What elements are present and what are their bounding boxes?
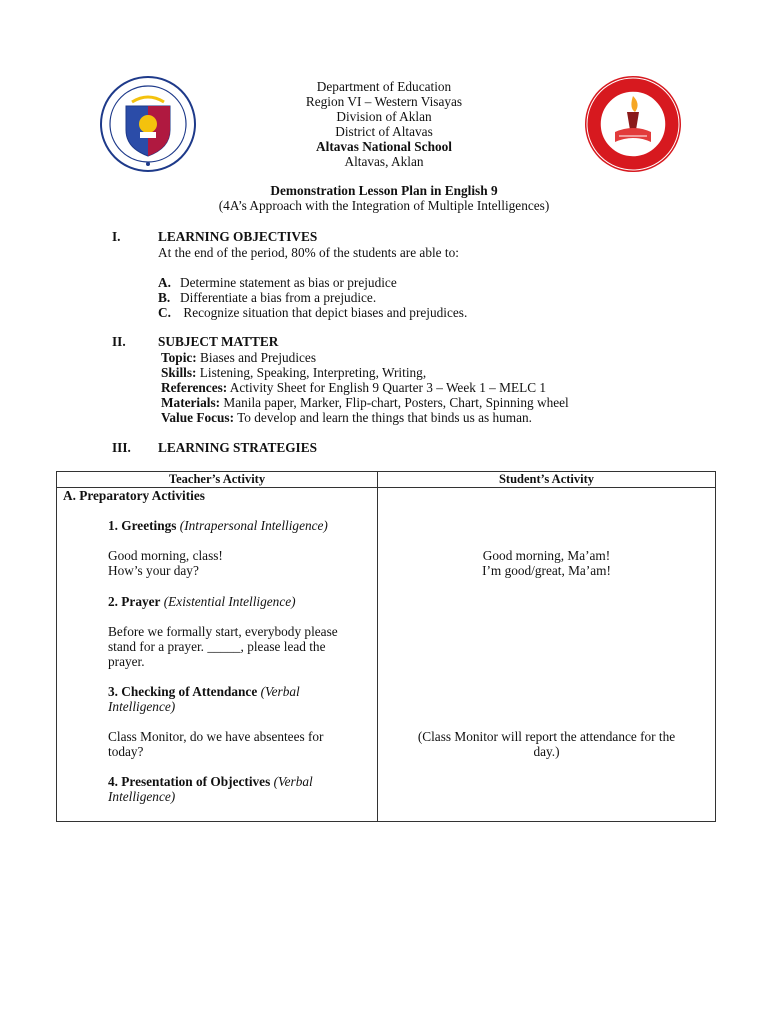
objective-letter: A. xyxy=(158,275,171,290)
prayer-line: stand for a prayer. _____, please lead the xyxy=(108,639,326,654)
objectives-intro: At the end of the period, 80% of the students are able to: xyxy=(158,245,459,260)
attendance-intelligence: Intelligence) xyxy=(108,699,176,714)
table-row xyxy=(57,488,716,822)
field-value: Biases and Prejudices xyxy=(196,350,316,365)
objectives-presentation-intelligence: Intelligence) xyxy=(108,789,176,804)
greetings-title: 1. Greetings xyxy=(108,518,177,533)
objective-item xyxy=(158,290,376,306)
student-activity-cell xyxy=(378,488,716,822)
attendance-line: Class Monitor, do we have absentees for xyxy=(108,729,324,744)
field-value: Manila paper, Marker, Flip-chart, Posters, Chart, Spinning wheel xyxy=(220,395,569,410)
field-value: Activity Sheet for English 9 Quarter 3 – Week 1 – MELC 1 xyxy=(227,380,547,395)
teacher-activity-cell xyxy=(57,488,378,822)
attendance-line: today? xyxy=(108,744,144,759)
header-location: Altavas, Aklan xyxy=(344,154,424,169)
learning-strategies-table xyxy=(56,471,716,822)
greeting-line: How’s your day? xyxy=(108,563,199,578)
field-label: Materials: xyxy=(161,395,221,410)
section-number: I. xyxy=(112,229,121,244)
lesson-plan-title xyxy=(0,183,768,213)
field-label: Skills: xyxy=(161,365,197,380)
objective-item xyxy=(158,275,397,291)
student-response: (Class Monitor will report the attendance for the xyxy=(417,729,676,744)
document-header xyxy=(0,79,768,169)
objective-text: Differentiate a bias from a prejudice. xyxy=(180,290,377,305)
student-response: I’m good/great, Ma’am! xyxy=(482,563,611,578)
objective-letter: B. xyxy=(158,290,171,305)
field-label: References: xyxy=(161,380,228,395)
student-response: day.) xyxy=(533,744,560,759)
objectives-presentation-intelligence-cont xyxy=(108,789,175,804)
student-response: Good morning, Ma’am! xyxy=(482,548,611,563)
title-sub: (4A’s Approach with the Integration of Multiple Intelligences) xyxy=(218,198,550,213)
objective-item xyxy=(158,305,467,321)
header-division: Division of Aklan xyxy=(336,109,432,124)
section-number: II. xyxy=(112,334,126,349)
prayer-title: 2. Prayer xyxy=(108,594,161,609)
objective-text: Recognize situation that depict biases and prejudices. xyxy=(180,305,468,320)
field-value: Listening, Speaking, Interpreting, Writing, xyxy=(196,365,427,380)
attendance-intelligence-cont xyxy=(108,699,175,714)
student-activity-header: Student’s Activity xyxy=(378,472,716,488)
attendance-heading xyxy=(108,684,300,699)
objective-text: Determine statement as bias or prejudice xyxy=(180,275,397,290)
subject-skills xyxy=(161,365,426,381)
field-label: Value Focus: xyxy=(161,410,235,425)
attendance-title: 3. Checking of Attendance xyxy=(108,684,258,699)
header-region: Region VI – Western Visayas xyxy=(305,94,463,109)
attendance-intelligence: (Verbal xyxy=(260,684,300,699)
section-heading: SUBJECT MATTER xyxy=(158,334,279,349)
section-heading: LEARNING OBJECTIVES xyxy=(158,229,318,244)
prayer-heading xyxy=(108,594,296,609)
preparatory-activities-heading: A. Preparatory Activities xyxy=(63,488,205,503)
header-department: Department of Education xyxy=(316,79,452,94)
prayer-line: Before we formally start, everybody please xyxy=(108,624,338,639)
objectives-presentation-heading xyxy=(108,774,313,789)
section-heading: LEARNING STRATEGIES xyxy=(158,440,317,455)
objectives-presentation-title: 4. Presentation of Objectives xyxy=(108,774,271,789)
table-header-row xyxy=(57,472,716,488)
field-label: Topic: xyxy=(161,350,197,365)
greetings-intelligence: (Intrapersonal Intelligence) xyxy=(179,518,328,533)
title-main: Demonstration Lesson Plan in English 9 xyxy=(270,183,498,198)
header-district: District of Altavas xyxy=(335,124,433,139)
greetings-heading xyxy=(108,518,328,533)
subject-topic xyxy=(161,350,316,366)
section-number: III. xyxy=(112,440,131,455)
subject-references xyxy=(161,380,546,396)
prayer-line: prayer. xyxy=(108,654,145,669)
subject-materials xyxy=(161,395,569,411)
subject-value-focus xyxy=(161,410,532,426)
teacher-activity-header: Teacher’s Activity xyxy=(57,472,378,488)
field-value: To develop and learn the things that binds us as human. xyxy=(234,410,532,425)
greeting-line: Good morning, class! xyxy=(108,548,223,563)
objectives-presentation-intelligence: (Verbal xyxy=(273,774,313,789)
header-school-name: Altavas National School xyxy=(316,139,452,154)
objective-letter: C. xyxy=(158,305,171,320)
prayer-intelligence: (Existential Intelligence) xyxy=(163,594,296,609)
